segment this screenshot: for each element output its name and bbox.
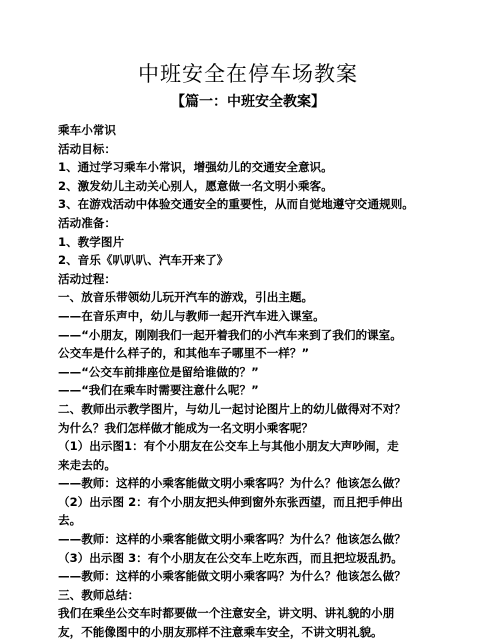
document-body: [58, 121, 446, 642]
body-line: 三、教师总结：: [58, 587, 140, 602]
body-line: 二、教师出示教学图片，与幼儿一起讨论图片上的幼儿做得对不对？: [58, 401, 406, 416]
body-line: 我们在乘坐公交车时都要做一个注意安全，讲文明、讲礼貌的小朋: [58, 606, 395, 621]
body-line: ——教师：这样的小乘客能做文明小乘客吗？为什么？他该怎么做？: [58, 476, 406, 491]
body-line: 为什么？我们怎样做才能成为一名文明小乘客呢？: [58, 420, 314, 435]
body-line: 友，不能像图中的小朋友那样不注意乘车安全，不讲文明礼貌。: [58, 625, 383, 640]
body-line: ——在音乐声中，幼儿与教师一起开汽车进入课室。: [58, 308, 325, 323]
body-line: 乘车小常识: [58, 123, 116, 137]
body-line: ——“我们在乘车时需要注意什么呢？”: [58, 383, 259, 398]
body-line: 活动准备：: [58, 215, 116, 230]
body-line: 来走去的。: [58, 457, 116, 472]
body-line: 一、放音乐带领幼儿玩开汽车的游戏，引出主题。: [58, 290, 314, 305]
document-subtitle: 【篇一：中班安全教案】: [171, 94, 325, 110]
body-line: （1）出示图1：有个小朋友在公交车上与其他小朋友大声吵闹，走: [58, 439, 399, 454]
body-line: ——“小朋友，刚刚我们一起开着我们的小汽车来到了我们的课室。: [58, 327, 402, 342]
body-line: ——“公交车前排座位是留给谁做的？”: [58, 364, 259, 379]
body-line: 3、在游戏活动中体验交通安全的重要性，从而自觉地遵守交通规则。: [58, 197, 414, 212]
body-line: ——教师：这样的小乘客能做文明小乘客吗？为什么？他该怎么做？: [58, 569, 406, 584]
document-title: 中班安全在停车场教案: [138, 62, 358, 86]
body-line: 1、通过学习乘车小常识，增强幼儿的交通安全意识。: [58, 160, 333, 175]
body-line: （2）出示图 2：有个小朋友把头伸到窗外东张西望，而且把手伸出: [58, 494, 403, 509]
body-line: 1、教学图片: [58, 234, 125, 249]
body-line: 活动目标：: [58, 141, 116, 156]
body-line: （3）出示图 3：有个小朋友在公交车上吃东西，而且把垃圾乱扔。: [58, 550, 403, 565]
body-line: 2、激发幼儿主动关心别人，愿意做一名文明小乘客。: [58, 178, 333, 193]
body-line: 公交车是什么样子的，和其他车子哪里不一样？”: [58, 346, 310, 361]
body-line: 2、音乐《叭叭叭、汽车开来了》: [58, 253, 229, 268]
body-line: 去。: [58, 513, 82, 528]
body-line: 活动过程：: [58, 271, 116, 286]
body-line: ——教师：这样的小乘客能做文明小乘客吗？为什么？他该怎么做？: [58, 532, 406, 547]
